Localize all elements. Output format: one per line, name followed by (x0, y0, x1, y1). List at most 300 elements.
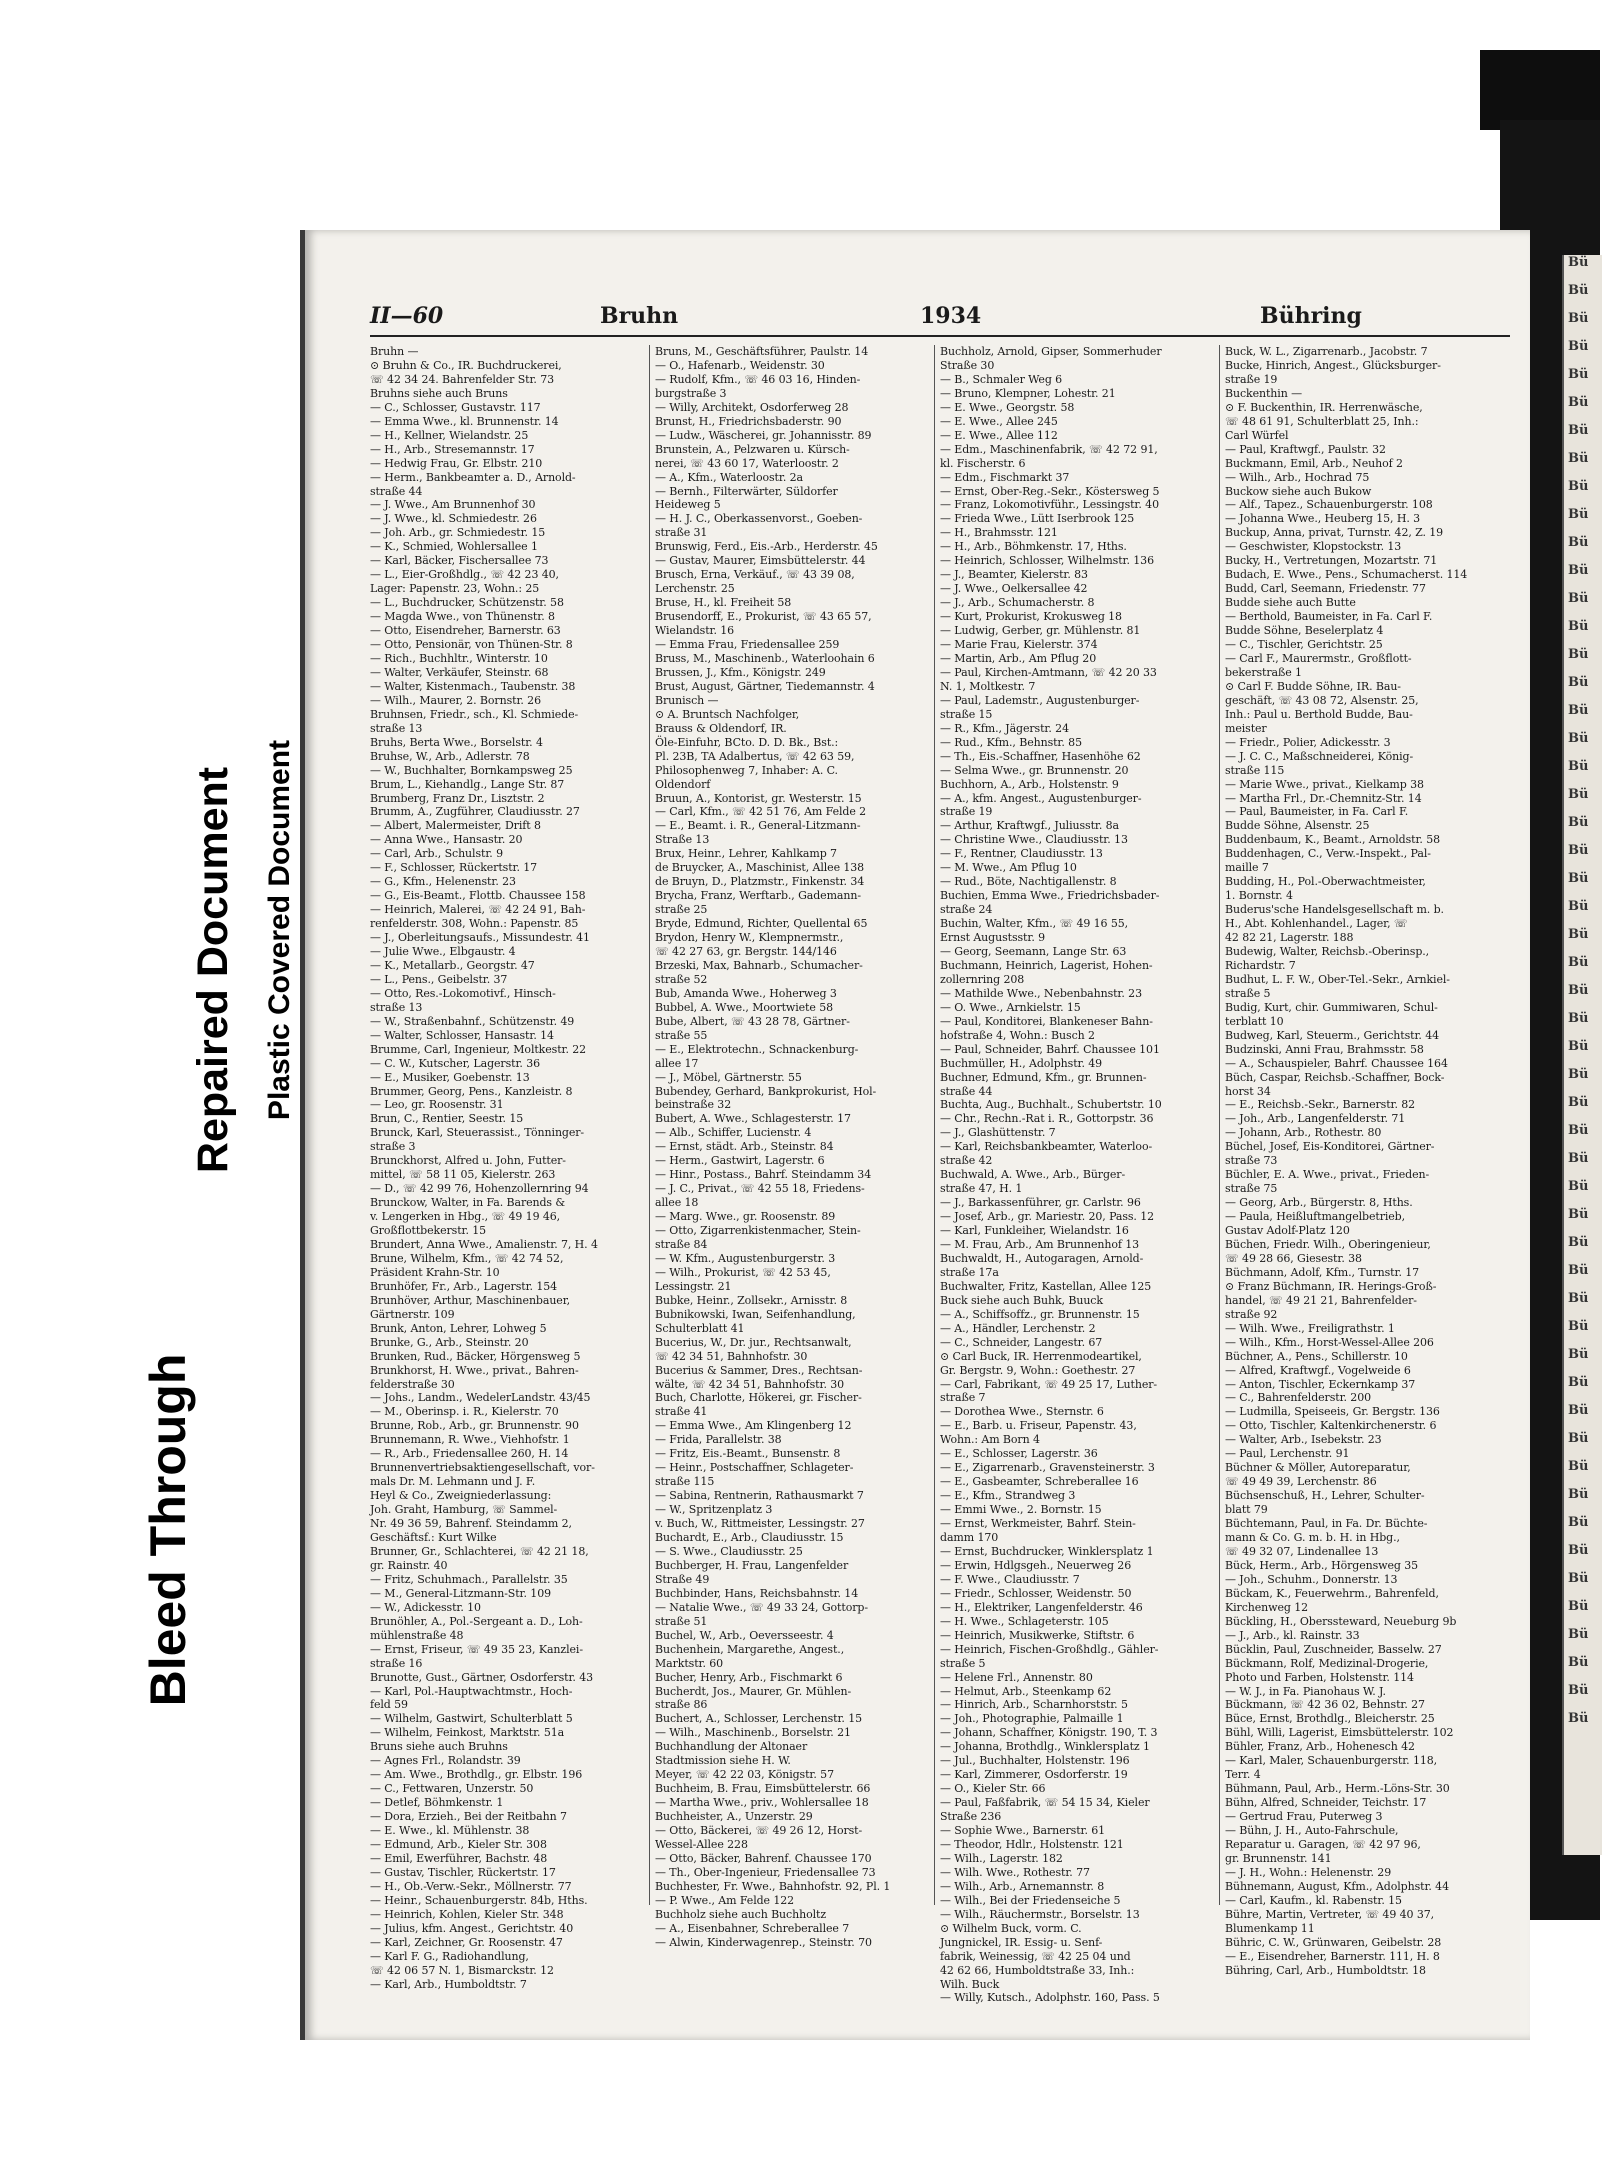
directory-line: — Wilh., Arb., Arnemannstr. 8 (940, 1879, 1105, 1893)
directory-line: — K., Schmied, Wohlersallee 1 (370, 540, 538, 554)
directory-line: — E., Beamt. i. R., General-Litzmann- (655, 819, 861, 833)
adjacent-page-fragment: Bü (1568, 955, 1589, 970)
directory-line: — J. C. C., Maßschneiderei, König- (1225, 749, 1414, 763)
directory-line: — J., Arb., kl. Rainstr. 33 (1225, 1628, 1360, 1642)
directory-line: Brunkhorst, H. Wwe., privat., Bahren- (370, 1363, 579, 1377)
directory-line: — Leo, gr. Roosenstr. 31 (370, 1098, 504, 1112)
directory-line: Brunstein, A., Pelzwaren u. Kürsch- (655, 442, 850, 456)
directory-page (300, 230, 1530, 2040)
directory-line: — Otto, Res.-Lokomotivf., Hinsch- (370, 986, 556, 1000)
directory-line: — Ernst, Werkmeister, Bahrf. Stein- (940, 1517, 1136, 1531)
directory-line: Brumberg, Franz Dr., Lisztstr. 2 (370, 791, 545, 805)
directory-line: ⊙ F. Buckenthin, IR. Herrenwäsche, (1225, 400, 1423, 414)
directory-line: — Carl, Kaufm., kl. Rabenstr. 15 (1225, 1893, 1402, 1907)
directory-line: v. Buch, W., Rittmeister, Lessingstr. 27 (655, 1517, 865, 1531)
directory-line: straße 13 (370, 721, 423, 735)
directory-line: Stadtmission siehe H. W. (655, 1754, 791, 1768)
directory-line: — Theodor, Hdlr., Holstenstr. 121 (940, 1837, 1124, 1851)
directory-line: — Natalie Wwe., ☏ 49 33 24, Gottorp- (655, 1600, 868, 1614)
directory-line: Carl Würfel (1225, 428, 1289, 442)
directory-line: Brauss & Oldendorf, IR. (655, 721, 787, 735)
adjacent-page-fragment: Bü (1568, 1431, 1589, 1446)
directory-line: — Bernh., Filterwärter, Süldorfer (655, 484, 838, 498)
directory-line: Buckenthin — (1225, 386, 1302, 400)
directory-line: — Christine Wwe., Claudiusstr. 13 (940, 833, 1128, 847)
directory-line: — Otto, Bäcker, Bahrenf. Chaussee 170 (655, 1851, 872, 1865)
directory-line: renfelderstr. 308, Wohn.: Papenstr. 85 (370, 917, 579, 931)
directory-line: Inh.: Paul u. Berthold Budde, Bau- (1225, 707, 1413, 721)
directory-line: — E. Wwe., Allee 112 (940, 428, 1058, 442)
directory-line: — E. Wwe., kl. Mühlenstr. 38 (370, 1824, 530, 1838)
directory-line: Brun, C., Rentier, Seestr. 15 (370, 1112, 524, 1126)
plastic-covered-label: Plastic Covered Document (263, 739, 296, 1121)
directory-line: Photo und Farben, Holstenstr. 114 (1225, 1670, 1414, 1684)
directory-line: Buchhorn, A., Arb., Holstenstr. 9 (940, 777, 1119, 791)
directory-line: — Erwin, Hdlgsgeh., Neuerweg 26 (940, 1558, 1132, 1572)
directory-line: Budde Söhne, Alsenstr. 25 (1225, 819, 1370, 833)
directory-line: — Paul, Baumeister, in Fa. Carl F. (1225, 805, 1409, 819)
directory-line: Bruhn — (370, 345, 419, 358)
directory-line: — Wilh. Wwe., Freiligrathstr. 1 (1225, 1321, 1395, 1335)
directory-line: Brunswig, Ferd., Eis.-Arb., Herderstr. 45 (655, 540, 878, 554)
adjacent-page-fragment: Bü (1568, 1711, 1589, 1726)
directory-line: felderstraße 30 (370, 1377, 455, 1391)
directory-line: — Jul., Buchhalter, Holstenstr. 196 (940, 1754, 1130, 1768)
directory-line: — Selma Wwe., gr. Brunnenstr. 20 (940, 763, 1129, 777)
adjacent-page-fragment: Bü (1568, 759, 1589, 774)
directory-line: — E. Wwe., Georgstr. 58 (940, 400, 1075, 414)
directory-line: ☏ 42 06 57 N. 1, Bismarckstr. 12 (370, 1963, 554, 1977)
directory-line: straße 24 (940, 903, 993, 917)
directory-line: Lager: Papenstr. 23, Wohn.: 25 (370, 582, 540, 596)
directory-line: straße 41 (655, 1405, 708, 1419)
directory-line: — Paul, Konditorei, Blankeneser Bahn- (940, 1014, 1153, 1028)
directory-line: 1. Bornstr. 4 (1225, 889, 1293, 903)
directory-line: Buchheim, B. Frau, Eimsbüttelerstr. 66 (655, 1782, 871, 1796)
directory-line: terblatt 10 (1225, 1014, 1284, 1028)
directory-line: — H., Kellner, Wielandstr. 25 (370, 428, 529, 442)
directory-line: Brunhöfer, Fr., Arb., Lagerstr. 154 (370, 1279, 558, 1293)
directory-line: — A., kfm. Angest., Augustenburger- (940, 791, 1142, 805)
column-divider (649, 345, 650, 1905)
directory-line: Bühnemann, August, Kfm., Adolphstr. 44 (1225, 1879, 1449, 1893)
adjacent-page-fragment: Bü (1568, 1039, 1589, 1054)
directory-line: Brunner, Gr., Schlachterei, ☏ 42 21 18, (370, 1544, 589, 1558)
directory-line: — Emmi Wwe., 2. Bornstr. 15 (940, 1503, 1102, 1517)
adjacent-page-fragment: Bü (1568, 423, 1589, 438)
directory-line: — Otto, Pensionär, von Thünen-Str. 8 (370, 638, 573, 652)
directory-line: Brycha, Franz, Werftarb., Gademann- (655, 889, 861, 903)
directory-line: Buchheister, A., Unzerstr. 29 (655, 1810, 813, 1824)
directory-line: — J., Barkassenführer, gr. Carlstr. 96 (940, 1196, 1141, 1210)
directory-line: — Paula, Heißluftmangelbetrieb, (1225, 1210, 1406, 1224)
directory-line: — W., Buchhalter, Bornkampsweg 25 (370, 763, 573, 777)
directory-line: ☏ 49 28 66, Giesestr. 38 (1225, 1251, 1362, 1265)
directory-line: ⊙ Bruhn & Co., IR. Buchdruckerei, (370, 358, 562, 372)
directory-line: ⊙ Franz Büchmann, IR. Herings-Groß- (1225, 1279, 1437, 1293)
directory-line: — J., Beamter, Kielerstr. 83 (940, 568, 1088, 582)
directory-line: — Heinrich, Kohlen, Kieler Str. 348 (370, 1907, 564, 1921)
adjacent-page-fragment: Bü (1568, 1123, 1589, 1138)
directory-line: — Heinrich, Schlosser, Wilhelmstr. 136 (940, 554, 1154, 568)
directory-line: — Berthold, Baumeister, in Fa. Carl F. (1225, 610, 1433, 624)
directory-line: — L., Buchdrucker, Schützenstr. 58 (370, 596, 564, 610)
directory-line: — M. Wwe., Am Pflug 10 (940, 861, 1077, 875)
directory-line: straße 84 (655, 1238, 708, 1251)
directory-line: — Magda Wwe., von Thünenstr. 8 (370, 610, 555, 624)
scanner-dark-band-top (1480, 50, 1600, 130)
directory-line: ☏ 42 27 63, gr. Bergstr. 144/146 (655, 944, 837, 958)
directory-line: Lerchenstr. 25 (655, 582, 735, 596)
directory-line: Jungnickel, IR. Essig- u. Senf- (940, 1935, 1103, 1949)
directory-line: Pl. 23B, TA Adalbertus, ☏ 42 63 59, (655, 749, 855, 763)
directory-line: Buchwald, A. Wwe., Arb., Bürger- (940, 1168, 1126, 1182)
directory-line: straße 17a (940, 1265, 999, 1279)
header-last-entry: Bühring (1260, 303, 1362, 329)
adjacent-page-fragment: Bü (1568, 843, 1589, 858)
directory-line: — A., Schauspieler, Bahrf. Chaussee 164 (1225, 1056, 1448, 1070)
directory-line: straße 19 (940, 805, 993, 819)
directory-line: Bubendey, Gerhard, Bankprokurist, Hol- (655, 1084, 877, 1098)
adjacent-page-fragment: Bü (1568, 255, 1589, 270)
directory-line: — Geschwister, Klopstockstr. 13 (1225, 540, 1402, 554)
directory-line: Bückling, H., Oberssteward, Neueburg 9b (1225, 1614, 1457, 1628)
directory-line: — Helmut, Arb., Steenkamp 62 (940, 1684, 1112, 1698)
directory-line: — R., Kfm., Jägerstr. 24 (940, 721, 1069, 735)
directory-line: — Anton, Tischler, Eckernkamp 37 (1225, 1377, 1416, 1391)
directory-line: Büchsenschuß, H., Lehrer, Schulter- (1225, 1489, 1425, 1503)
directory-line: — Rudolf, Kfm., ☏ 46 03 16, Hinden- (655, 372, 861, 386)
adjacent-page-fragment: Bü (1568, 591, 1589, 606)
directory-line: — Albert, Malermeister, Drift 8 (370, 819, 541, 833)
directory-line: Bucerius, W., Dr. jur., Rechtsanwalt, (655, 1335, 852, 1349)
directory-line: Bubert, A. Wwe., Schlagesterstr. 17 (655, 1112, 851, 1126)
directory-line: Bücklin, Paul, Zuschneider, Basselw. 27 (1225, 1642, 1442, 1656)
directory-line: Meyer, ☏ 42 22 03, Königstr. 57 (655, 1768, 834, 1782)
directory-line: — Am. Wwe., Brothdlg., gr. Elbstr. 196 (370, 1768, 583, 1782)
adjacent-page-fragment: Bü (1568, 1543, 1589, 1558)
directory-line: — Georg, Arb., Bürgerstr. 8, Hths. (1225, 1196, 1413, 1210)
directory-line: Wielandstr. 16 (655, 624, 735, 638)
directory-line: zollernring 208 (940, 972, 1025, 986)
directory-line: Großflottbekerstr. 15 (370, 1224, 487, 1238)
directory-line: — Ernst, Friseur, ☏ 49 35 23, Kanzlei- (370, 1642, 583, 1656)
directory-line: — C., Schlosser, Gustavstr. 117 (370, 400, 541, 414)
directory-line: — Otto, Eisendreher, Barnerstr. 63 (370, 624, 561, 638)
directory-line: Buchhandlung der Altonaer (655, 1740, 808, 1754)
directory-column-3 (940, 345, 1212, 2005)
directory-line: — H., Ob.-Verw.-Sekr., Möllnerstr. 77 (370, 1879, 572, 1893)
directory-line: meister (1225, 721, 1267, 735)
directory-line: Brummer, Georg, Pens., Kanzleistr. 8 (370, 1084, 573, 1098)
header-rule (370, 335, 1510, 337)
adjacent-page-fragment: Bü (1568, 1655, 1589, 1670)
directory-line: Buchel, W., Arb., Oeversseestr. 4 (655, 1628, 834, 1642)
directory-line: allee 18 (655, 1196, 699, 1210)
adjacent-page-fragment: Bü (1568, 927, 1589, 942)
directory-line: Joh. Graht, Hamburg, ☏ Sammel- (370, 1503, 558, 1517)
adjacent-page-fragment: Bü (1568, 311, 1589, 326)
adjacent-page-fragment: Bü (1568, 1235, 1589, 1250)
directory-line: — H. J. C., Oberkassenvorst., Goeben- (655, 512, 863, 526)
directory-line: Bruns siehe auch Bruhns (370, 1740, 508, 1754)
directory-line: — Carl F., Maurermstr., Großflott- (1225, 651, 1412, 665)
directory-line: gr. Brunnenstr. 141 (1225, 1851, 1332, 1865)
directory-line: Blumenkamp 11 (1225, 1921, 1315, 1935)
directory-line: Budweg, Karl, Steuerm., Gerichtstr. 44 (1225, 1028, 1439, 1042)
directory-line: — Karl, Bäcker, Fischersallee 73 (370, 554, 549, 568)
directory-line: — F., Rentner, Claudiusstr. 13 (940, 847, 1103, 861)
directory-line: — Dorothea Wwe., Sternstr. 6 (940, 1405, 1104, 1419)
adjacent-page-fragment: Bü (1568, 1627, 1589, 1642)
directory-line: Budding, H., Pol.-Oberwachtmeister, (1225, 875, 1426, 889)
directory-line: — Wilh., Arb., Hochrad 75 (1225, 470, 1370, 484)
directory-line: Bruhse, W., Arb., Adlerstr. 78 (370, 749, 530, 763)
directory-line: — G., Kfm., Helenenstr. 23 (370, 875, 516, 889)
directory-line: — Th., Ober-Ingenieur, Friedensallee 73 (655, 1865, 876, 1879)
directory-line: — C., Bahrenfelderstr. 200 (1225, 1391, 1372, 1405)
repaired-document-label: Repaired Document (189, 766, 237, 1174)
directory-line: handel, ☏ 49 21 21, Bahrenfelder- (1225, 1293, 1417, 1307)
directory-line: Bucky, H., Vertretungen, Mozartstr. 71 (1225, 554, 1438, 568)
directory-line: Buddenhagen, C., Verw.-Inspekt., Pal- (1225, 847, 1431, 861)
directory-line: — Arthur, Kraftwgf., Juliusstr. 8a (940, 819, 1120, 833)
directory-line: — Ludw., Wäscherei, gr. Johannisstr. 89 (655, 428, 872, 442)
directory-line: Budhut, L. F. W., Ober-Tel.-Sekr., Arnkiel- (1225, 972, 1450, 986)
directory-line: Bryde, Edmund, Richter, Quellental 65 (655, 917, 868, 931)
directory-line: — Joh., Photographie, Palmaille 1 (940, 1712, 1124, 1726)
directory-line: Brunk, Anton, Lehrer, Lohweg 5 (370, 1321, 547, 1335)
directory-line: — Rud., Böte, Nachtigallenstr. 8 (940, 875, 1117, 889)
directory-line: damm 170 (940, 1531, 999, 1545)
directory-line: gr. Rainstr. 40 (370, 1558, 448, 1572)
directory-line: — C., Schneider, Langestr. 67 (940, 1335, 1103, 1349)
directory-line: — E., Elektrotechn., Schnackenburg- (655, 1042, 859, 1056)
directory-line: — Ludmilla, Speiseeis, Gr. Bergstr. 136 (1225, 1405, 1440, 1419)
directory-line: Buchin, Walter, Kfm., ☏ 49 16 55, (940, 917, 1129, 931)
directory-line: — Mathilde Wwe., Nebenbahnstr. 23 (940, 986, 1142, 1000)
directory-line: — Paul, Lademstr., Augustenburger- (940, 693, 1140, 707)
directory-line: Richardstr. 7 (1225, 958, 1296, 972)
directory-line: Brzeski, Max, Bahnarb., Schumacher- (655, 958, 863, 972)
directory-line: Brusch, Erna, Verkäuf., ☏ 43 39 08, (655, 568, 855, 582)
directory-line: straße 44 (940, 1084, 993, 1098)
directory-line: — A., Schiffsoffz., gr. Brunnenstr. 15 (940, 1307, 1140, 1321)
directory-line: — K., Metallarb., Georgstr. 47 (370, 958, 535, 972)
adjacent-page-fragment: Bü (1568, 1011, 1589, 1026)
directory-line: Büchmann, Adolf, Kfm., Turnstr. 17 (1225, 1265, 1420, 1279)
directory-line: — Martha Frl., Dr.-Chemnitz-Str. 14 (1225, 791, 1422, 805)
directory-line: — Wilh. Wwe., Rothestr. 77 (940, 1865, 1090, 1879)
directory-line: — Karl, Maler, Schauenburgerstr. 118, (1225, 1754, 1438, 1768)
directory-line: Bruhnsen, Friedr., sch., Kl. Schmiede- (370, 707, 579, 721)
adjacent-page-fragment: Bü (1568, 647, 1589, 662)
directory-line: — Detlef, Böhmkenstr. 1 (370, 1796, 504, 1810)
directory-line: Bucherdt, Jos., Maurer, Gr. Mühlen- (655, 1684, 852, 1698)
adjacent-page-fragment: Bü (1568, 1571, 1589, 1586)
directory-line: — Heinrich, Fischen-Großhdlg., Gähler- (940, 1642, 1159, 1656)
directory-line: — Agnes Frl., Rolandstr. 39 (370, 1754, 521, 1768)
directory-line: — Hedwig Frau, Gr. Elbstr. 210 (370, 456, 543, 470)
directory-line: straße 31 (655, 526, 708, 540)
adjacent-page-fragment: Bü (1568, 1683, 1589, 1698)
directory-line: Heideweg 5 (655, 498, 721, 512)
directory-line: — E., Gasbeamter, Schreberallee 16 (940, 1475, 1139, 1489)
directory-line: Buch, Charlotte, Hökerei, gr. Fischer- (655, 1391, 862, 1405)
directory-line: — Edm., Fischmarkt 37 (940, 470, 1070, 484)
directory-line: mittel, ☏ 58 11 05, Kielerstr. 263 (370, 1168, 556, 1182)
directory-line: — Franz, Lokomotivführ., Lessingstr. 40 (940, 498, 1159, 512)
directory-line: — Otto, Tischler, Kaltenkirchenerstr. 6 (1225, 1419, 1437, 1433)
directory-line: Brunken, Rud., Bäcker, Hörgensweg 5 (370, 1349, 581, 1363)
adjacent-page-fragment: Bü (1568, 787, 1589, 802)
directory-line: — Heinr., Postschaffner, Schlageter- (655, 1461, 854, 1475)
directory-line: — Paul, Schneider, Bahrf. Chaussee 101 (940, 1042, 1160, 1056)
directory-line: — A., Kfm., Waterloostr. 2a (655, 470, 803, 484)
directory-line: Buckup, Anna, privat, Turnstr. 42, Z. 19 (1225, 526, 1444, 540)
directory-line: Buck siehe auch Buhk, Buuck (940, 1293, 1103, 1307)
directory-line: — Kurt, Prokurist, Krokusweg 18 (940, 610, 1122, 624)
directory-line: Brunisch — (655, 693, 719, 707)
directory-line: — Helene Frl., Annenstr. 80 (940, 1670, 1093, 1684)
directory-line: — L., Eier-Großhdlg., ☏ 42 23 40, (370, 568, 559, 582)
directory-line: wälte, ☏ 42 34 51, Bahnhofstr. 30 (655, 1377, 845, 1391)
directory-line: — A., Händler, Lerchenstr. 2 (940, 1321, 1096, 1335)
directory-line: — E., Zigarrenarb., Gravensteinerstr. 3 (940, 1461, 1155, 1475)
directory-line: — Ernst, Ober-Reg.-Sekr., Köstersweg 5 (940, 484, 1160, 498)
adjacent-page-fragment: Bü (1568, 1151, 1589, 1166)
directory-line: straße 25 (655, 903, 708, 917)
directory-line: Büch, Caspar, Reichsb.-Schaffner, Bock- (1225, 1070, 1445, 1084)
adjacent-page-fragment: Bü (1568, 619, 1589, 634)
adjacent-page-fragment: Bü (1568, 339, 1589, 354)
adjacent-page-fragment: Bü (1568, 507, 1589, 522)
directory-line: — Marie Wwe., privat., Kielkamp 38 (1225, 777, 1424, 791)
directory-line: Bruss, M., Maschinenb., Waterloohain 6 (655, 651, 875, 665)
adjacent-page-fragment: Bü (1568, 871, 1589, 886)
directory-line: — Walter, Kistenmach., Taubenstr. 38 (370, 679, 576, 693)
directory-line: — Heinrich, Musikwerke, Stiftstr. 6 (940, 1628, 1135, 1642)
directory-line: straße 51 (655, 1614, 708, 1628)
directory-line: — Otto, Bäckerei, ☏ 49 26 12, Horst- (655, 1824, 863, 1838)
directory-line: — Carl, Arb., Schulstr. 9 (370, 847, 503, 861)
directory-line: — Heinrich, Malerei, ☏ 42 24 91, Bah- (370, 903, 586, 917)
directory-line: Buchardt, E., Arb., Claudiusstr. 15 (655, 1531, 844, 1545)
directory-line: — Sophie Wwe., Barnerstr. 61 (940, 1824, 1106, 1838)
directory-line: Buddenbaum, K., Beamt., Arnoldstr. 58 (1225, 833, 1441, 847)
directory-line: straße 86 (655, 1698, 708, 1712)
directory-line: straße 47, H. 1 (940, 1182, 1023, 1196)
directory-line: — Karl, Reichsbankbeamter, Waterloo- (940, 1140, 1153, 1154)
directory-line: Büchen, Friedr. Wilh., Oberingenieur, (1225, 1238, 1431, 1251)
directory-line: Buchwalter, Fritz, Kastellan, Allee 125 (940, 1279, 1152, 1293)
directory-line: — Gustav, Maurer, Eimsbüttelerstr. 44 (655, 554, 866, 568)
directory-line: — Sabina, Rentnerin, Rathausmarkt 7 (655, 1489, 864, 1503)
directory-line: — Johs., Landm., WedelerLandstr. 43/45 (370, 1391, 591, 1405)
directory-line: horst 34 (1225, 1084, 1271, 1098)
directory-line: Büchner, A., Pens., Schillerstr. 10 (1225, 1349, 1408, 1363)
directory-line: geschäft, ☏ 43 08 72, Alsenstr. 25, (1225, 693, 1419, 707)
adjacent-page-fragment: Bü (1568, 1459, 1589, 1474)
directory-line: Brune, Wilhelm, Kfm., ☏ 42 74 52, (370, 1251, 564, 1265)
directory-line: — H. Wwe., Schlageterstr. 105 (940, 1614, 1109, 1628)
directory-line: Öle-Einfuhr, BCto. D. D. Bk., Bst.: (655, 735, 839, 749)
adjacent-page-fragment: Bü (1568, 1599, 1589, 1614)
directory-line: Gärtnerstr. 109 (370, 1307, 455, 1321)
directory-line: Buchholz siehe auch Buchholtz (655, 1907, 827, 1921)
adjacent-page-fragment: Bü (1568, 367, 1589, 382)
directory-line: — W., Adickesstr. 10 (370, 1600, 481, 1614)
directory-line: Brunck, Karl, Steuerassist., Tönninger- (370, 1126, 585, 1140)
adjacent-page-fragment: Bü (1568, 395, 1589, 410)
directory-line: Buchholz, Arnold, Gipser, Sommerhuder (940, 345, 1162, 358)
directory-line: Geschäftsf.: Kurt Wilke (370, 1531, 497, 1545)
directory-line: Brumme, Carl, Ingenieur, Moltkestr. 22 (370, 1042, 587, 1056)
directory-line: — J. H., Wohn.: Helenenstr. 29 (1225, 1865, 1392, 1879)
directory-line: — J. C., Privat., ☏ 42 55 18, Friedens- (655, 1182, 865, 1196)
column-divider (1219, 345, 1220, 1905)
directory-line: — L., Pens., Geibelstr. 37 (370, 972, 508, 986)
directory-line: straße 19 (1225, 372, 1278, 386)
directory-line: feld 59 (370, 1698, 408, 1712)
directory-line: — E., Schlosser, Lagerstr. 36 (940, 1447, 1098, 1461)
directory-line: — P. Wwe., Am Felde 122 (655, 1893, 795, 1907)
directory-line: Philosophenweg 7, Inhaber: A. C. (655, 763, 838, 777)
directory-line: ☏ 48 61 91, Schulterblatt 25, Inh.: (1225, 414, 1419, 428)
directory-line: — Wilh., Kfm., Horst-Wessel-Allee 206 (1225, 1335, 1434, 1349)
directory-line: Brundert, Anna Wwe., Amalienstr. 7, H. 4 (370, 1238, 598, 1251)
directory-line: Straße 30 (940, 358, 995, 372)
adjacent-page-fragment: Bü (1568, 731, 1589, 746)
directory-line: Buderus'sche Handelsgesellschaft m. b. (1225, 903, 1444, 917)
directory-line: — G., Eis-Beamt., Flottb. Chaussee 158 (370, 889, 586, 903)
directory-line: — R., Arb., Friedensallee 260, H. 14 (370, 1447, 569, 1461)
directory-line: Bühmann, Paul, Arb., Herm.-Löns-Str. 30 (1225, 1782, 1450, 1796)
directory-line: blatt 79 (1225, 1503, 1268, 1517)
directory-line: — E., Reichsb.-Sekr., Barnerstr. 82 (1225, 1098, 1416, 1112)
directory-line: — W. J., in Fa. Pianohaus W. J. (1225, 1684, 1386, 1698)
directory-line: straße 75 (1225, 1182, 1278, 1196)
adjacent-page-fragment: Bü (1568, 563, 1589, 578)
directory-line: — H., Arb., Stresemannstr. 17 (370, 442, 535, 456)
directory-line: — Emma Wwe., kl. Brunnenstr. 14 (370, 414, 559, 428)
directory-column-4 (1225, 345, 1497, 1977)
directory-line: ☏ 49 49 39, Lerchenstr. 86 (1225, 1475, 1377, 1489)
directory-line: — F., Schlosser, Rückertstr. 17 (370, 861, 538, 875)
directory-line: nerei, ☏ 43 60 17, Waterloostr. 2 (655, 456, 839, 470)
directory-line: straße 44 (370, 484, 423, 498)
directory-line: Bruns, M., Geschäftsführer, Paulstr. 14 (655, 345, 869, 358)
directory-line: — Joh. Arb., gr. Schmiedestr. 15 (370, 526, 546, 540)
directory-line: Buck, W. L., Zigarrenarb., Jacobstr. 7 (1225, 345, 1428, 358)
directory-line: straße 3 (370, 1140, 416, 1154)
adjacent-page-fragment: Bü (1568, 1319, 1589, 1334)
directory-line: v. Lengerken in Hbg., ☏ 49 19 46, (370, 1210, 561, 1224)
directory-line: — Chr., Rechn.-Rat i. R., Gottorpstr. 36 (940, 1112, 1154, 1126)
directory-line: Brunckhorst, Alfred u. John, Futter- (370, 1154, 566, 1168)
directory-line: — Wilh., Bei der Friedenseiche 5 (940, 1893, 1121, 1907)
directory-line: — Karl, Zeichner, Gr. Roosenstr. 47 (370, 1935, 563, 1949)
directory-line: Bubke, Heinr., Zollsekr., Arnisstr. 8 (655, 1293, 848, 1307)
directory-line: Brum, L., Kiehandlg., Lange Str. 87 (370, 777, 565, 791)
directory-line: — Rich., Buchhltr., Winterstr. 10 (370, 651, 548, 665)
directory-line: Bucerius & Sammer, Dres., Rechtsan- (655, 1363, 863, 1377)
directory-line: — Karl, Zimmerer, Osdorferstr. 19 (940, 1768, 1128, 1782)
header-year: 1934 (920, 303, 982, 329)
directory-line: Büce, Ernst, Brothdlg., Bleicherstr. 25 (1225, 1712, 1435, 1726)
directory-line: ⊙ Carl F. Budde Söhne, IR. Bau- (1225, 679, 1401, 693)
directory-line: straße 115 (655, 1475, 715, 1489)
